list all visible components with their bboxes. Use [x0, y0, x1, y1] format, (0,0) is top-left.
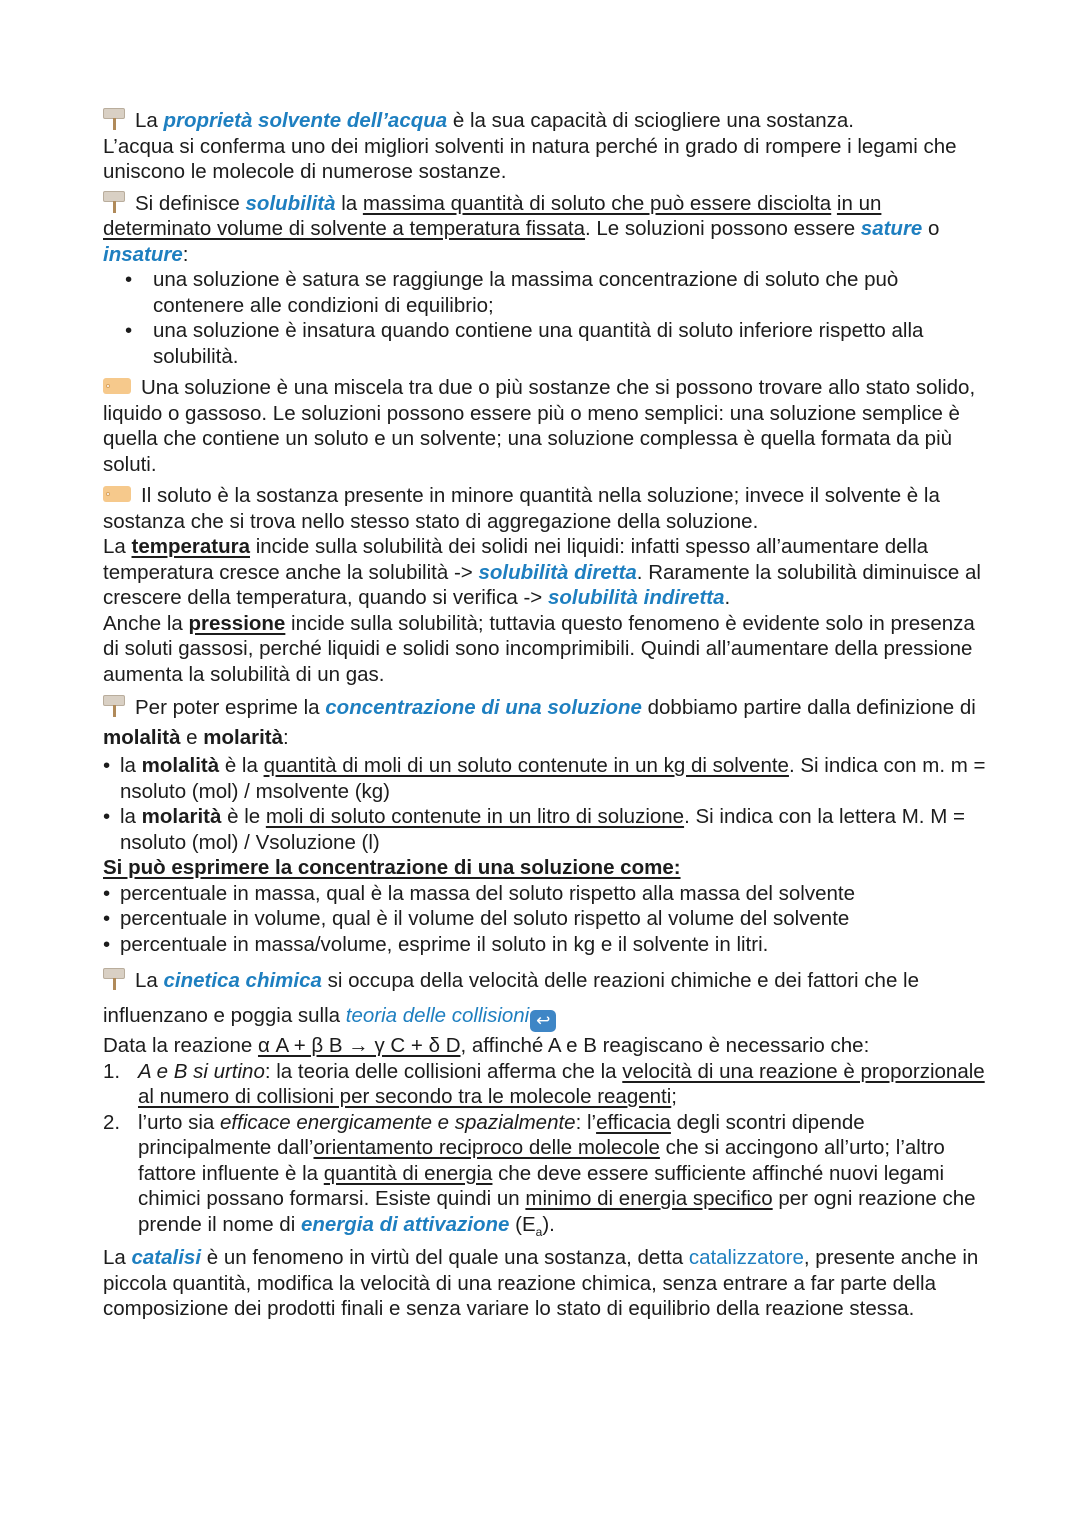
paragraph-solvent-property: [103, 108, 993, 185]
text: .: [724, 586, 731, 609]
text: e: [180, 726, 204, 749]
text: Una soluzione è una miscela tra due o più sostanze che si possono trovare allo stato solido, liquido o gassoso. Le soluzioni possono essere più o meno semplici: una soluzione semplice è quella che contiene un soluto e un solvente; una soluzione complessa è quella formata da più soluti.: [103, 376, 976, 476]
bold-text: molarità: [203, 726, 284, 749]
italic-text: efficace energicamente e spazialmente: [220, 1110, 576, 1134]
signpost-icon: [103, 695, 125, 717]
text: Per poter esprime la: [135, 696, 326, 719]
text: :: [283, 726, 289, 749]
text: l’urto sia: [138, 1110, 221, 1134]
return-arrow-icon[interactable]: ↩: [530, 1010, 556, 1032]
keyword: solubilità: [245, 191, 336, 215]
reaction-equation: α A + β B → γ C + δ D: [257, 1034, 461, 1057]
paragraph-solubility: [103, 191, 993, 268]
text: La: [103, 1246, 132, 1270]
list-number: 2.: [103, 1110, 121, 1134]
keyword: insature: [103, 242, 183, 266]
keyword: solubilità indiretta: [547, 586, 725, 609]
paragraph-solute-solvent: [103, 483, 993, 687]
text: dobbiamo partire dalla definizione di: [641, 696, 976, 719]
text: è le: [221, 805, 266, 828]
underlined-text: quantità di energia: [323, 1161, 493, 1185]
bold-text: molalità: [103, 726, 181, 749]
paragraph-reaction: [103, 1033, 993, 1059]
collision-theory-link[interactable]: teoria delle collisioni: [345, 1004, 530, 1027]
text: . Si indica con la lettera M. M = nsoluto (mol) / Vsoluzione (l): [120, 805, 965, 854]
bold-text: molarità: [141, 805, 222, 828]
text: (E: [509, 1212, 536, 1236]
text: è la: [219, 754, 264, 777]
list-item: • percentuale in volume, qual è il volume del soluto rispetto al volume del solvente: [103, 906, 993, 932]
text: Anche la: [103, 611, 189, 635]
list-item: • una soluzione è satura se raggiunge la massima concentrazione di soluto che può contenere alle condizioni di equilibrio;: [103, 267, 993, 318]
underlined-text: massima quantità di soluto che può essere disciolta: [362, 191, 832, 215]
paragraph-solution-definition: [103, 375, 993, 477]
underlined-text: velocità di una reazione è proporzionale al numero di collisioni per secondo tra le molecole reagenti: [138, 1059, 985, 1108]
list-item: • percentuale in massa, qual è la massa del soluto rispetto alla massa del solvente: [103, 881, 993, 907]
paragraph-catalysis: [103, 1245, 993, 1322]
bullet-list: [103, 881, 993, 958]
text: La: [103, 535, 132, 558]
text: incide sulla solubilità dei solidi nei liquidi: infatti spesso all’aumentare della temperatura cresce anche la solubilità ->: [103, 535, 929, 584]
text: che si accingono all’urto; l’altro fattore influente è la: [138, 1136, 945, 1185]
list-item-molarity: [103, 804, 993, 855]
text: La: [135, 969, 164, 992]
keyword: cinetica chimica: [163, 969, 322, 992]
catalyst-link[interactable]: catalizzatore: [688, 1246, 804, 1270]
keyword: sature: [860, 217, 923, 240]
text: Si definisce: [135, 191, 246, 215]
signpost-icon: [103, 191, 125, 213]
tag-icon: [103, 378, 131, 394]
subscript: a: [535, 1224, 543, 1239]
text: o: [922, 217, 940, 240]
list-number: 1.: [103, 1059, 121, 1083]
text: . Le soluzioni possono essere: [585, 217, 861, 240]
underlined-text: in un determinato volume di solvente a temperatura fissata: [103, 191, 882, 240]
text: , presente anche in piccola quantità, modifica la velocità di una reazione chimica, senza entrare a far parte della composizione dei prodotti finali e senza variare lo stato di equilibrio della reazione stessa.: [103, 1246, 979, 1321]
keyword: proprietà solvente dell’acqua: [163, 109, 448, 132]
text: che deve essere sufficiente affinché nuovi legami chimici possano formarsi. Esiste quindi un: [138, 1161, 945, 1210]
text: è la sua capacità di sciogliere una sostanza.: [447, 109, 854, 132]
text: la: [335, 191, 363, 215]
signpost-icon: [103, 968, 125, 990]
document-page: [103, 108, 993, 1322]
underlined-text: orientamento reciproco delle molecole: [313, 1136, 660, 1159]
bold-text: molalità: [141, 754, 220, 777]
underlined-text: moli di soluto contenute in un litro di soluzione: [265, 805, 685, 828]
text: La: [135, 109, 164, 132]
underlined-text: minimo di energia specifico: [525, 1187, 773, 1210]
text: Data la reazione: [103, 1034, 258, 1057]
text: ).: [542, 1212, 555, 1236]
keyword: concentrazione di una soluzione: [325, 696, 642, 719]
text: . Si indica con m. m = nsoluto (mol) / msolvente (kg): [120, 754, 986, 803]
text: : la teoria delle collisioni afferma che la: [264, 1059, 623, 1083]
paragraph-concentration: [103, 693, 993, 753]
paragraph-kinetics: [103, 963, 993, 1033]
text: è un fenomeno in virtù del quale una sostanza, detta: [201, 1246, 689, 1270]
keyword: solubilità diretta: [478, 560, 637, 584]
list-item: [103, 1110, 993, 1246]
text: :: [182, 242, 189, 266]
text: L’acqua si conferma uno dei migliori solventi in natura perché in grado di rompere i legami che uniscono le molecole di numerose sostanze.: [103, 134, 957, 183]
numbered-list: [103, 1059, 993, 1246]
text: la: [120, 754, 142, 777]
text: . Raramente la solubilità diminuisce al crescere della temperatura, quando si verifica ->: [103, 560, 981, 609]
bold-underlined-text: temperatura: [131, 535, 250, 558]
tag-icon: [103, 486, 131, 502]
keyword: catalisi: [131, 1246, 202, 1270]
text: per ogni reazione che prende il nome di: [138, 1187, 976, 1236]
section-heading: Si può esprimere la concentrazione di una soluzione come:: [103, 856, 681, 879]
underlined-text: efficacia: [596, 1110, 671, 1134]
text: degli scontri dipende principalmente dall’: [138, 1110, 865, 1159]
text: : l’: [575, 1110, 597, 1134]
list-item-molality: [103, 753, 993, 804]
list-item: • una soluzione è insatura quando contiene una quantità di soluto inferiore rispetto alla solubilità.: [103, 318, 993, 369]
text: Il soluto è la sostanza presente in minore quantità nella soluzione; invece il solvente è la sostanza che si trova nello stesso stato di aggregazione della soluzione.: [103, 484, 940, 533]
underlined-text: quantità di moli di un soluto contenute in un kg di solvente: [263, 754, 789, 777]
list-item: • percentuale in massa/volume, esprime il soluto in kg e il solvente in litri.: [103, 932, 993, 958]
bold-underlined-text: pressione: [188, 611, 286, 635]
signpost-icon: [103, 108, 125, 130]
keyword: energia di attivazione: [300, 1212, 510, 1236]
text: , affinché A e B reagiscano è necessario che:: [460, 1034, 870, 1057]
text: la: [120, 805, 142, 828]
text: si occupa della velocità delle reazioni chimiche e dei fattori che le influenzano e poggia sulla: [103, 969, 919, 1027]
text: ;: [671, 1085, 677, 1108]
text: incide sulla solubilità; tuttavia questo fenomeno è evidente solo in presenza di soluti gassosi, perché liquidi e solidi sono incomprimibili. Quindi all’aumentare della pressione aumenta la solubilità di un gas.: [103, 611, 975, 686]
italic-text: A e B si urtino: [138, 1059, 265, 1083]
bullet-list: [103, 267, 993, 369]
list-item: [103, 1059, 993, 1110]
definition-list: [103, 753, 993, 855]
